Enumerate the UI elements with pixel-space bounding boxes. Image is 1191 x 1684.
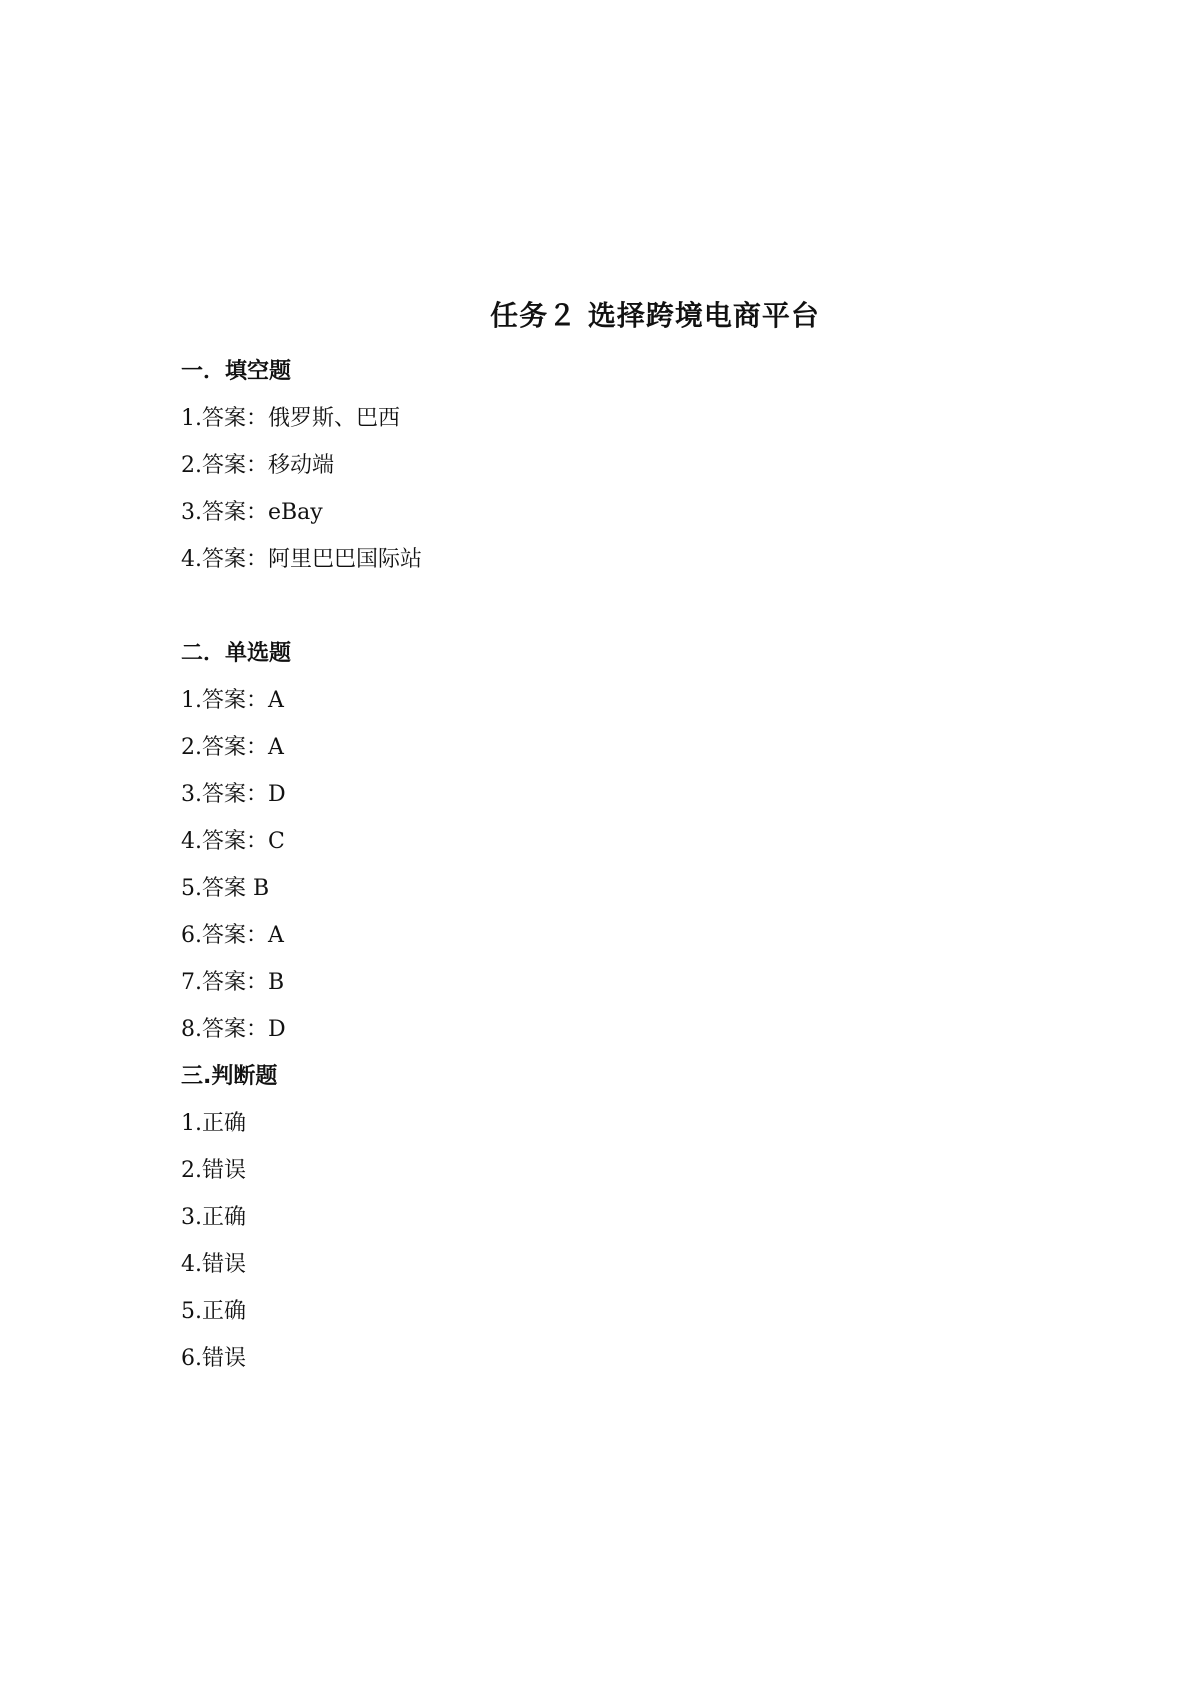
answer-item: 5.正确 [181,1299,246,1324]
section-heading-fill-blank: 一．填空题 [181,359,292,384]
answer-item: 4.答案：C [181,829,285,854]
section-heading-true-false: 三.判断题 [181,1064,278,1089]
answer-item: 3.答案：D [181,782,286,807]
answer-item: 8.答案：D [181,1017,286,1042]
answer-item: 3.正确 [181,1205,246,1230]
answer-item: 4.错误 [181,1252,246,1277]
answer-item: 5.答案 B [181,876,270,901]
answer-item: 2.答案：A [181,735,284,760]
answer-item: 1.正确 [181,1111,246,1136]
answer-item: 1.答案：A [181,688,284,713]
answer-item: 6.答案：A [181,923,284,948]
answer-item: 3.答案：eBay [181,500,323,525]
answer-item: 2.错误 [181,1158,246,1183]
answer-item: 4.答案：阿里巴巴国际站 [181,547,422,572]
answer-item: 6.错误 [181,1346,246,1371]
page-title: 任务２ 选择跨境电商平台 [490,299,820,332]
answer-item: 7.答案：B [181,970,285,995]
answer-item: 2.答案：移动端 [181,453,334,478]
section-heading-single-choice: 二．单选题 [181,641,292,666]
answer-item: 1.答案：俄罗斯、巴西 [181,406,400,431]
